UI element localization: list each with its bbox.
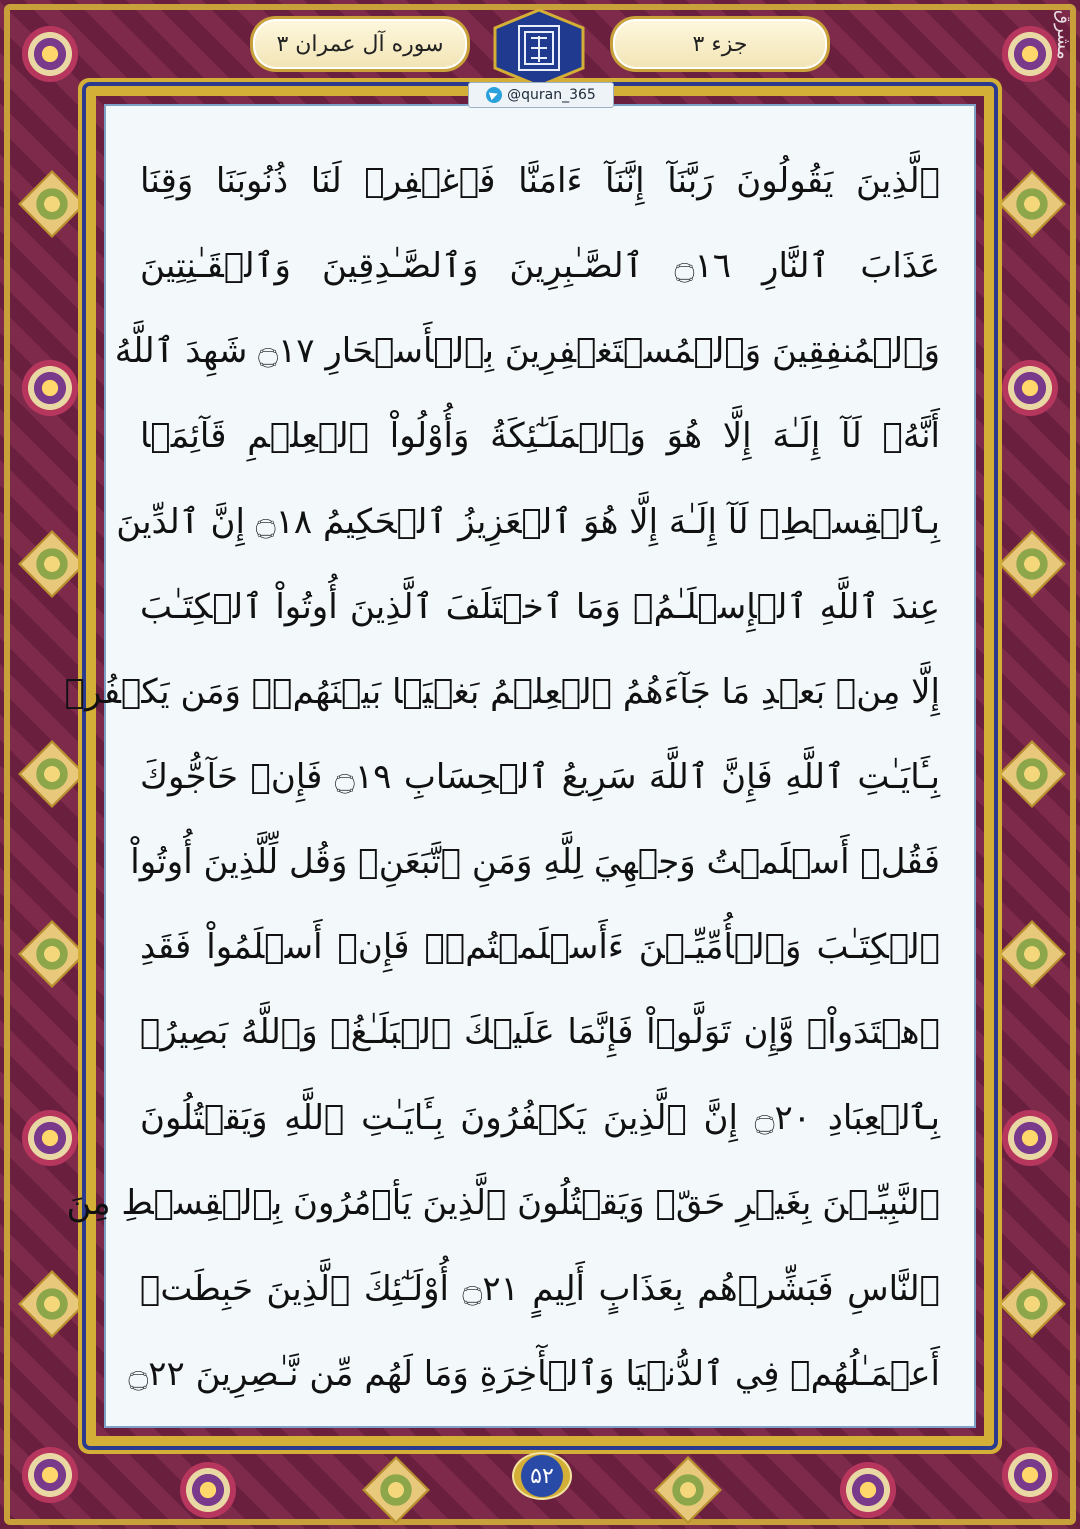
verse-line: ٱلَّذِينَ يَقُولُونَ رَبَّنَآ إِنَّنَآ ءَامَنَّا فَٱغۡفِرۡ لَنَا ذُنُوبَنَا وَقِنَا [140,160,940,201]
verse-line: بِٱلۡقِسۡطِۚ لَآ إِلَـٰهَ إِلَّا هُوَ ٱلۡعَزِيزُ ٱلۡحَكِيمُ ۝١٨ إِنَّ ٱلدِّينَ [116,501,940,542]
verse-line: عِندَ ٱللَّهِ ٱلۡإِسۡلَـٰمُۗ وَمَا ٱخۡتَلَفَ ٱلَّذِينَ أُوتُواْ ٱلۡكِتَـٰبَ [140,587,940,628]
surah-plaque [250,16,470,72]
verse-line: ٱلۡكِتَـٰبَ وَٱلۡأُمِّيِّـۧنَ ءَأَسۡلَمۡتُمۡۚ فَإِنۡ أَسۡلَمُواْ فَقَدِ [140,927,940,968]
margin-rosette-icon [22,1110,78,1166]
bottom-rosette-icon [180,1462,236,1518]
page-number: ۵۲ [530,1463,554,1489]
calligraphy-seal-icon [491,8,587,88]
verse-line: بِـَٔايَـٰتِ ٱللَّهِ فَإِنَّ ٱللَّهَ سَرِيعُ ٱلۡحِسَابِ ۝١٩ فَإِنۡ حَآجُّوكَ [140,757,940,798]
verse-line: ٱهۡتَدَواْۖ وَّإِن تَوَلَّوۡاْ فَإِنَّمَا عَلَيۡكَ ٱلۡبَلَـٰغُۗ وَٱللَّهُ بَصِيرُۢ [140,1012,940,1053]
bottom-rosette-icon [840,1462,896,1518]
margin-rosette-icon [1002,360,1058,416]
page-number-badge [512,1452,572,1500]
verse-line: إِلَّا مِنۢ بَعۡدِ مَا جَآءَهُمُ ٱلۡعِلۡمُ بَغۡيَۢا بَيۡنَهُمۡۗ وَمَن يَكۡفُرۡ [64,671,940,712]
channel-handle: @quran_365 [507,87,596,103]
verse-line: وَٱلۡمُنفِقِينَ وَٱلۡمُسۡتَغۡفِرِينَ بِٱلۡأَسۡحَارِ ۝١٧ شَهِدَ ٱللَّهُ [114,331,940,372]
verse-line: ٱلنَّاسِ فَبَشِّرۡهُم بِعَذَابٍ أَلِيمٍ ۝٢١ أُوْلَـٰٓئِكَ ٱلَّذِينَ حَبِطَتۡ [140,1268,940,1309]
corner-rosette-icon [22,1447,78,1503]
watermark-logo: مشرق [1053,10,1074,60]
juz-label: جزء ۳ [692,31,748,57]
surah-label: سوره آل عمران ۳ [276,31,444,57]
verse-line: فَقُلۡ أَسۡلَمۡتُ وَجۡهِيَ لِلَّهِ وَمَنِ ٱتَّبَعَنِۗ وَقُل لِّلَّذِينَ أُوتُواْ [130,842,940,883]
juz-plaque [610,16,830,72]
corner-rosette-icon [1002,1447,1058,1503]
verse-line: عَذَابَ ٱلنَّارِ ۝١٦ ٱلصَّـٰبِرِينَ وَٱلصَّـٰدِقِينَ وَٱلۡقَـٰنِتِينَ [140,246,940,287]
corner-rosette-icon [22,26,78,82]
verses-block [64,138,940,1416]
telegram-icon [486,87,502,103]
telegram-channel-tag [468,82,614,108]
verse-line: بِٱلۡعِبَادِ ۝٢٠ إِنَّ ٱلَّذِينَ يَكۡفُرُونَ بِـَٔايَـٰتِ ٱللَّهِ وَيَقۡتُلُونَ [140,1098,940,1139]
verse-line: أَعۡمَـٰلُهُمۡ فِي ٱلدُّنۡيَا وَٱلۡأٓخِرَةِ وَمَا لَهُم مِّن نَّـٰصِرِينَ ۝٢٢ [128,1353,940,1394]
verse-line: أَنَّهُۥ لَآ إِلَـٰهَ إِلَّا هُوَ وَٱلۡمَلَـٰٓئِكَةُ وَأُوْلُواْ ٱلۡعِلۡمِ قَآئِمَۢا [140,416,940,457]
margin-rosette-icon [1002,1110,1058,1166]
verse-line: ٱلنَّبِيِّـۧنَ بِغَيۡرِ حَقّٖ وَيَقۡتُلُونَ ٱلَّذِينَ يَأۡمُرُونَ بِٱلۡقِسۡطِ مِنَ [66,1182,940,1223]
margin-rosette-icon [22,360,78,416]
